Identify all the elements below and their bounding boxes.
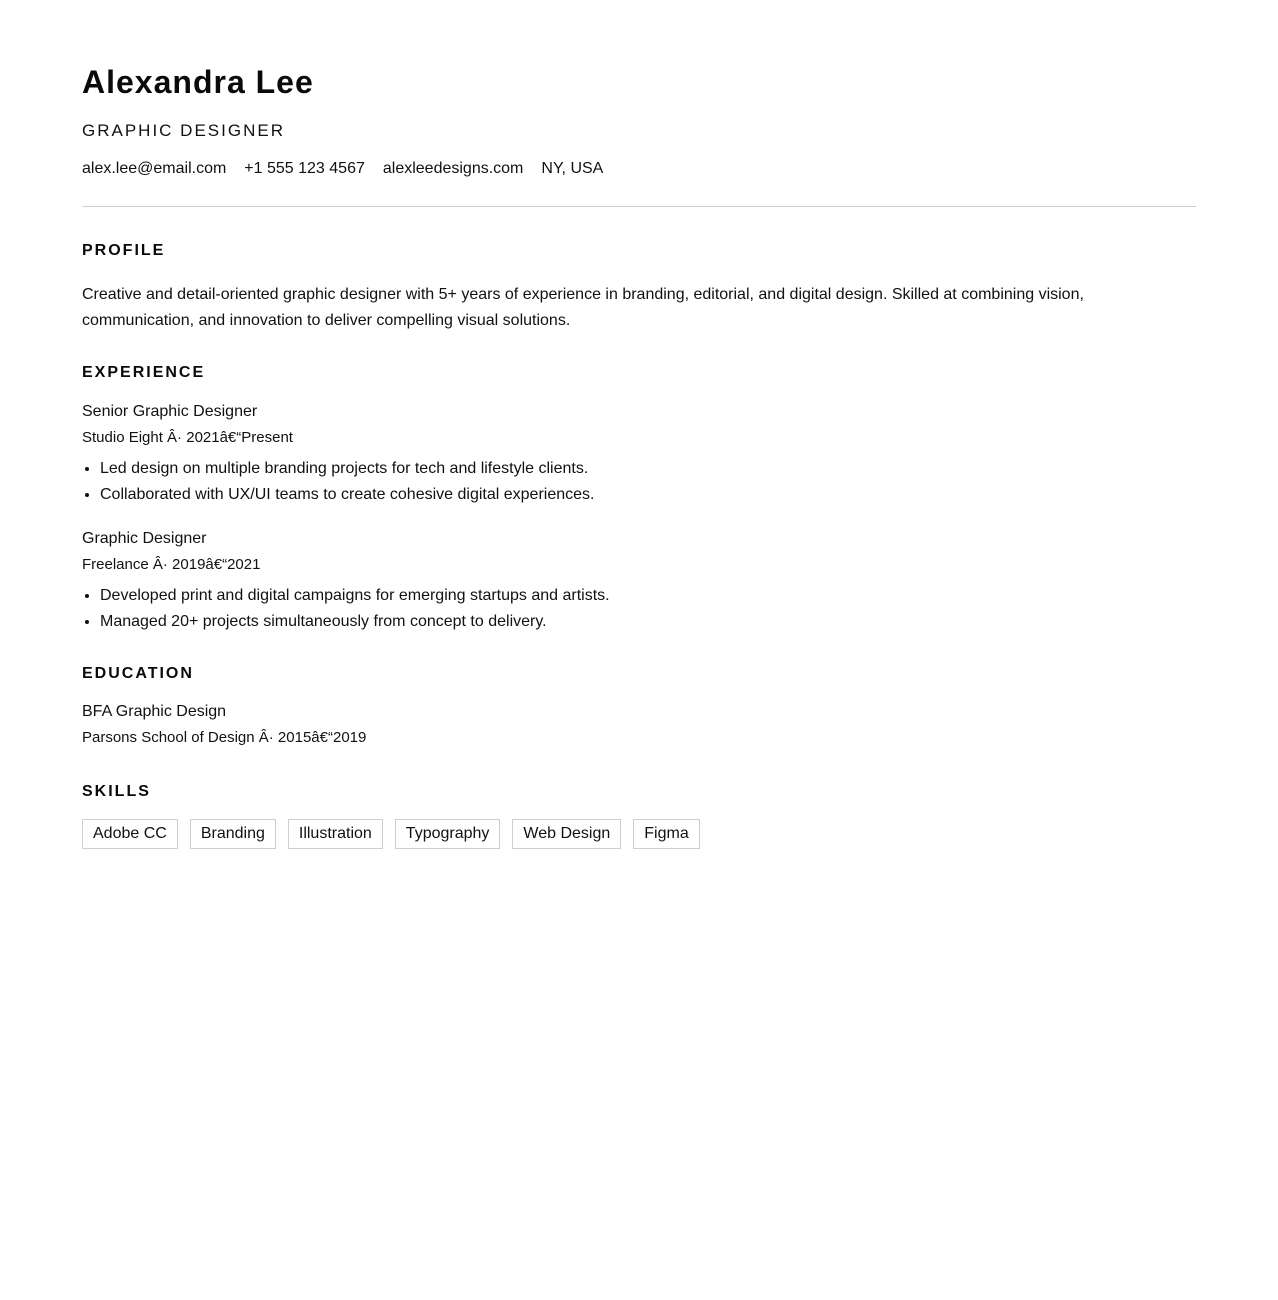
job-bullet: • Managed 20+ projects simultaneously from concept to delivery.: [100, 609, 610, 635]
skill-tag: Adobe CC: [82, 819, 178, 849]
profile-text: Creative and detail-oriented graphic designer with 5+ years of experience in branding, editorial, and digital design. Skilled at combining vision, communication, and innovation to deliver compelling visual solutions.: [82, 286, 1084, 329]
contact-phone: +1 555 123 4567: [244, 160, 365, 177]
experience-entry: [82, 403, 594, 508]
contact-info: [82, 160, 603, 178]
skill-tag: Typography: [395, 819, 501, 849]
job-bullets: [82, 456, 594, 508]
education-entry: [82, 703, 366, 746]
contact-website: alexleedesigns.com: [382, 160, 524, 177]
skills-list: [82, 819, 700, 849]
job-meta: Studio Eight Â· 2021â€“Present: [82, 429, 293, 446]
experience-heading: EXPERIENCE: [82, 364, 206, 381]
skill-tag: Branding: [190, 819, 276, 849]
experience-entry: [82, 530, 610, 635]
skill-tag: Figma: [633, 819, 699, 849]
job-meta: Freelance Â· 2019â€“2021: [82, 556, 261, 573]
skills-heading: SKILLS: [82, 783, 151, 800]
skill-tag: Illustration: [288, 819, 383, 849]
job-bullet: • Led design on multiple branding projects for tech and lifestyle clients.: [100, 456, 594, 482]
contact-location: NY, USA: [541, 160, 604, 177]
candidate-name: Alexandra Lee: [82, 64, 314, 100]
job-bullet: • Collaborated with UX/UI teams to create cohesive digital experiences.: [100, 482, 594, 508]
skill-tag: Web Design: [512, 819, 621, 849]
education-meta: Parsons School of Design Â· 2015â€“2019: [82, 729, 367, 746]
job-role: Graphic Designer: [82, 530, 207, 547]
education-degree: BFA Graphic Design: [82, 703, 227, 720]
job-role: Senior Graphic Designer: [82, 403, 258, 420]
header-divider: [82, 206, 1196, 207]
job-bullets: [82, 583, 610, 635]
education-heading: EDUCATION: [82, 665, 194, 682]
contact-email: alex.lee@email.com: [82, 160, 227, 177]
job-bullet: • Developed print and digital campaigns for emerging startups and artists.: [100, 583, 610, 609]
job-title-header: GRAPHIC DESIGNER: [82, 121, 285, 140]
profile-heading: PROFILE: [82, 242, 166, 259]
